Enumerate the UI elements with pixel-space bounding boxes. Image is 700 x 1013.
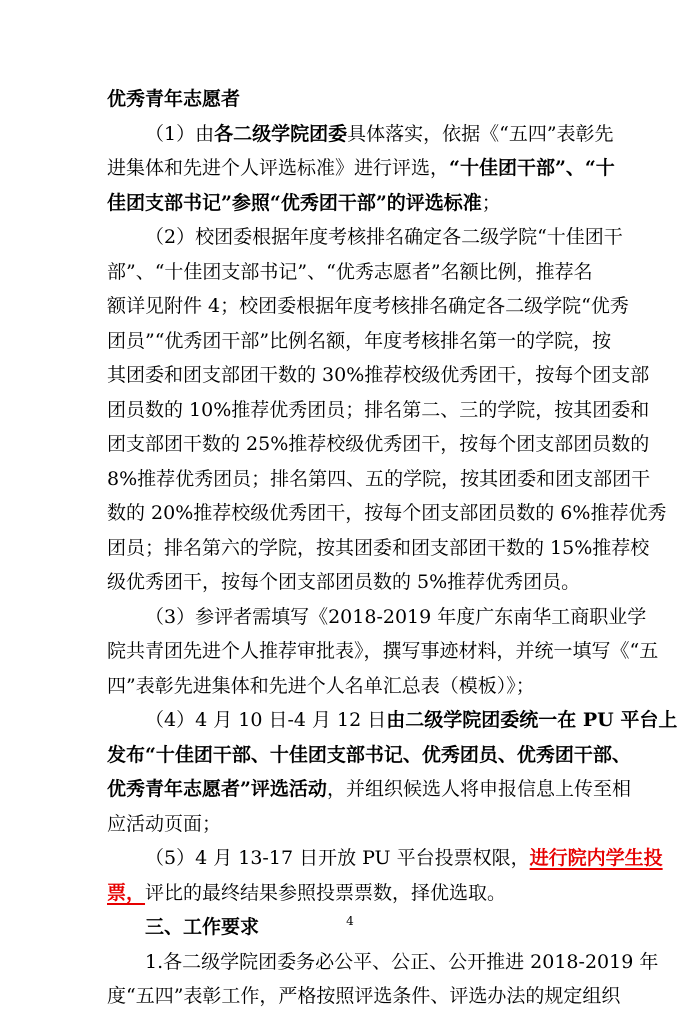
p1-text: 进集体和先进个人评选标准》进行评选，: [107, 157, 450, 179]
p6-text: 1.各二级学院团委务必公平、公正、公开推进 2018-2019 年: [145, 951, 659, 973]
p1-text: ；: [481, 192, 501, 214]
p5-text: 评比的最终结果参照投票票数，择优选取。: [145, 882, 507, 904]
heading-outstanding-volunteer: 优秀青年志愿者: [107, 88, 241, 110]
p4-line-1: [0, 703, 700, 737]
p5-text: （5）4 月 13-17 日开放 PU 平台投票权限，: [145, 847, 530, 869]
p2-line-5: 其团委和团支部团干数的 30%推荐校级优秀团干，按每个团支部: [107, 364, 650, 386]
p6-text: 度“五四”表彰工作，严格按照评选条件、评选办法的规定组织: [107, 985, 621, 1007]
p5-line-2: [0, 876, 700, 910]
p5-line-1: [0, 841, 700, 875]
p1-line-1: [0, 117, 700, 151]
p5-red-underline: 票，: [107, 882, 146, 904]
p6-line-1: [0, 945, 700, 979]
p2-line-9: 数的 20%推荐校级优秀团干，按每个团支部团员数的 6%推荐优秀: [107, 502, 667, 524]
p2-line-8: 8%推荐优秀团员；排名第四、五的学院，按其团委和团支部团干: [107, 468, 651, 490]
p2-line-6: 团员数的 10%推荐优秀团员；排名第二、三的学院，按其团委和: [107, 399, 650, 421]
p1-bold: 佳团支部书记”参照“优秀团干部”的评选标准: [107, 192, 482, 214]
p4-line-3: [0, 772, 700, 806]
p2-line-2: 部”、“十佳团支部书记”、“优秀志愿者”名额比例，推荐名: [107, 261, 593, 283]
p6-line-2: [0, 979, 700, 1013]
p2-line-4: 团员”“优秀团干部”比例名额，年度考核排名第一的学院，按: [107, 330, 612, 352]
p4-text: （4）4 月 10 日-4 月 12 日: [145, 709, 387, 731]
p1-bold: 各二级学院团委: [214, 123, 348, 145]
p2-line-3: 额详见附件 4；校团委根据年度考核排名确定各二级学院“优秀: [107, 295, 629, 317]
p3-line-2: 院共青团先进个人推荐审批表》，撰写事迹材料，并统一填写《“五: [107, 640, 659, 662]
p4-text: ，并组织候选人将申报信息上传至相: [326, 778, 631, 800]
p1-bold: “十佳团干部”、“十: [449, 157, 615, 179]
p3-line-3: 四”表彰先进集体和先进个人名单汇总表（模板）》；: [107, 675, 535, 697]
p1-line-2: [0, 151, 700, 185]
page-number: 4: [346, 914, 354, 928]
p2-line-1: （2）校团委根据年度考核排名确定各二级学院“十佳团干: [145, 226, 623, 248]
p4-bold: 优秀青年志愿者”评选活动: [107, 778, 327, 800]
p5-red-underline: 进行院内学生投: [529, 847, 663, 869]
p4-bold: 由二级学院团委统一在 PU 平台上: [386, 709, 678, 731]
p1-text: 具体落实，依据《“五四”表彰先: [347, 123, 614, 145]
p2-line-7: 团支部团干数的 25%推荐校级优秀团干，按每个团支部团员数的: [107, 433, 650, 455]
p1-line-3: [0, 186, 700, 220]
p4-line-2: 发布“十佳团干部、十佳团支部书记、优秀团员、优秀团干部、: [107, 744, 631, 766]
p2-line-11: 级优秀团干，按每个团支部团员数的 5%推荐优秀团员。: [107, 571, 581, 593]
p2-line-10: 团员；排名第六的学院，按其团委和团支部团干数的 15%推荐校: [107, 537, 650, 559]
section-3-title-text: 三、工作要求: [145, 916, 260, 938]
p3-line-1: （3）参评者需填写《2018-2019 年度广东南华工商职业学: [145, 606, 647, 628]
p1-text: （1）由: [145, 123, 215, 145]
p4-line-4: 应活动页面；: [107, 813, 222, 835]
